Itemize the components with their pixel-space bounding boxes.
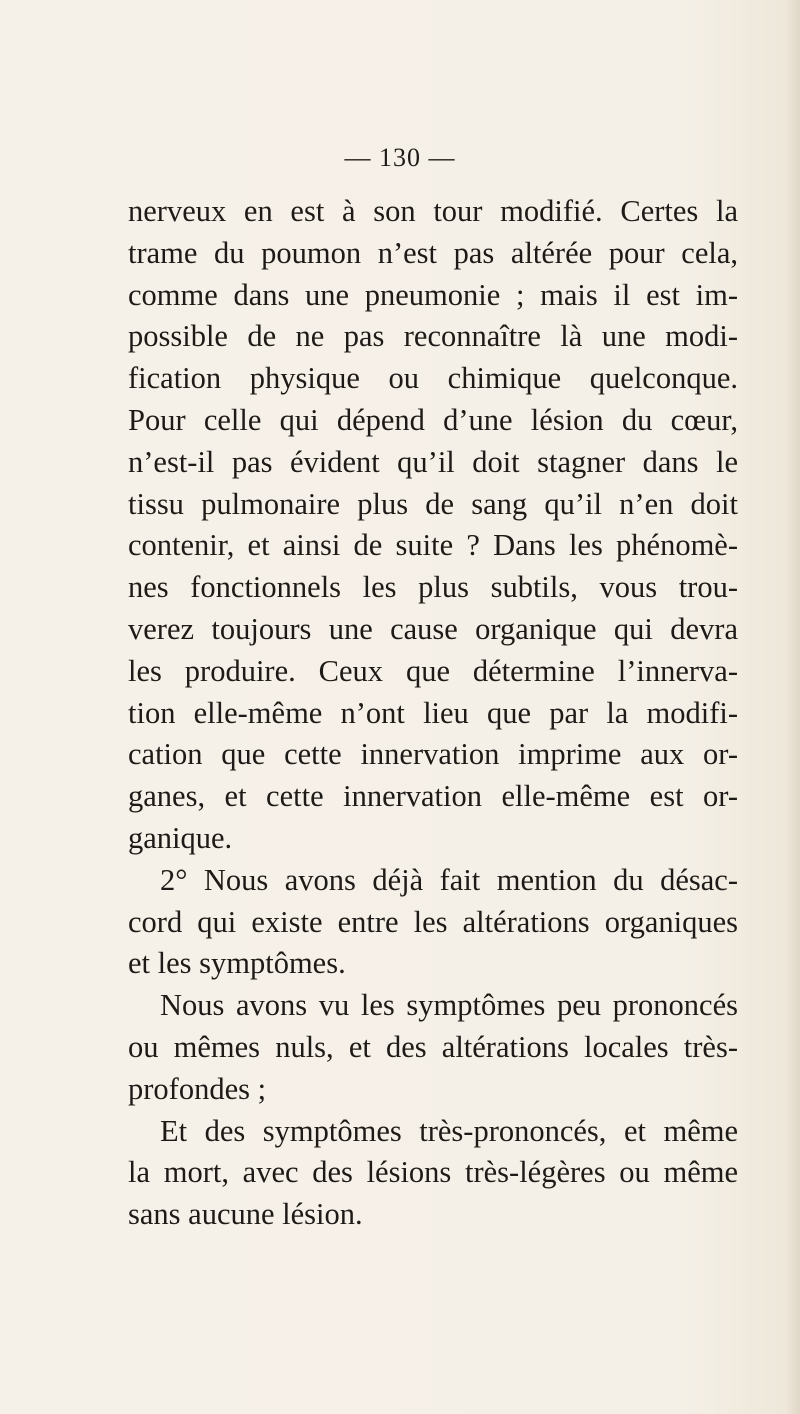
- body-text: [128, 191, 738, 1236]
- text-line: cation que cette innervation imprime aux or-: [128, 737, 738, 772]
- text-line: Nous avons vu les symptômes peu prononcés: [160, 988, 738, 1023]
- text-line: les produire. Ceux que détermine l’innerva-: [128, 653, 738, 688]
- text-line: cord qui existe entre les altérations organiques: [128, 904, 738, 939]
- text-line: tissu pulmonaire plus de sang qu’il n’en doit: [128, 486, 738, 521]
- text-line: possible de ne pas reconnaître là une modi-: [128, 319, 738, 354]
- text-line: et les symptômes.: [128, 946, 346, 981]
- text-line: tion elle-même n’ont lieu que par la modifi-: [128, 695, 738, 730]
- text-line: nerveux en est à son tour modifié. Certes la: [128, 194, 738, 228]
- text-line: n’est-il pas évident qu’il doit stagner dans le: [128, 444, 738, 479]
- page-number: — 130 —: [344, 143, 456, 172]
- text-line: ou mêmes nuls, et des altérations locales très-: [128, 1029, 738, 1064]
- text-line: contenir, et ainsi de suite ? Dans les phénomè-: [128, 528, 738, 563]
- text-line: 2° Nous avons déjà fait mention du désac-: [160, 862, 738, 897]
- text-line: profondes ;: [128, 1071, 267, 1106]
- text-line: comme dans une pneumonie ; mais il est im-: [128, 277, 738, 312]
- text-line: ganique.: [128, 820, 233, 855]
- text-line: Et des symptômes très-prononcés, et même: [160, 1113, 738, 1148]
- text-line: la mort, avec des lésions très-légères ou même: [128, 1155, 738, 1190]
- page-edge-shadow: [786, 0, 800, 1414]
- text-line: trame du poumon n’est pas altérée pour cela,: [128, 235, 738, 270]
- text-line: fication physique ou chimique quelconque.: [128, 361, 738, 396]
- text-line: verez toujours une cause organique qui devra: [128, 611, 738, 646]
- text-line: nes fonctionnels les plus subtils, vous trou-: [128, 570, 738, 605]
- text-line: ganes, et cette innervation elle-même est or-: [128, 779, 738, 814]
- text-line: Pour celle qui dépend d’une lésion du cœur,: [128, 402, 738, 437]
- text-line: sans aucune lésion.: [128, 1197, 363, 1232]
